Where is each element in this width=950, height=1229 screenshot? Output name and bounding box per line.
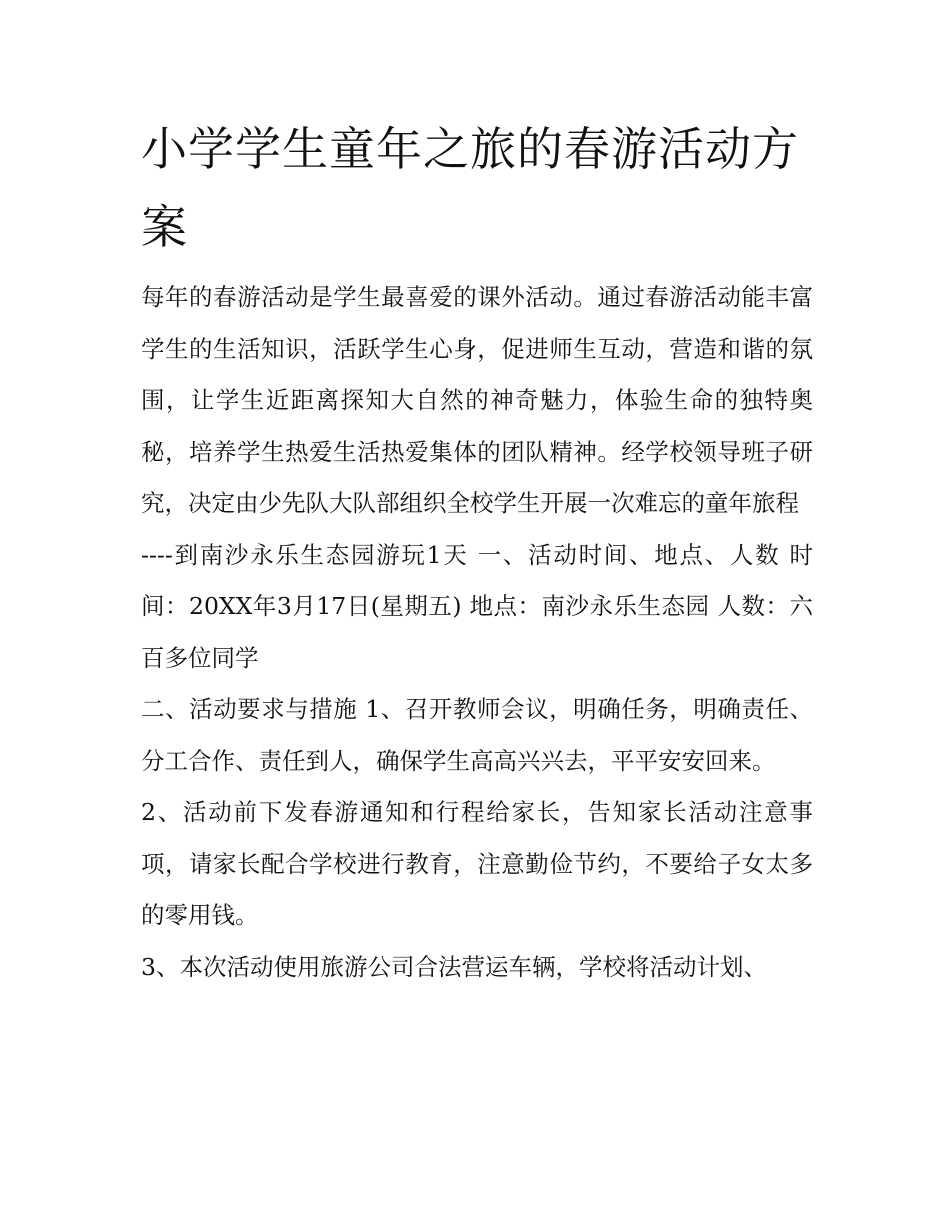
paragraph-intro: 每年的春游活动是学生最喜爱的课外活动。通过春游活动能丰富学生的生活知识，活跃学生心身，促进师生互动，营造和谐的氛围，让学生近距离探知大自然的神奇魅力，体验生命的独特奥秘，培养学生热爱生活热爱集体的团队精神。经学校领导班子研究，决定由少先队大队部组织全校学生开展一次难忘的童年旅程 xyxy=(141,283,813,517)
paragraph-notice: 2、活动前下发春游通知和行程给家长，告知家长活动注意事项，请家长配合学校进行教育，注意勤俭节约，不要给子女太多的零用钱。 xyxy=(141,798,813,929)
paragraph-time-place: ----到南沙永乐生态园游玩1天 一、活动时间、地点、人数 时间：20XX年3月17日(星期五) 地点：南沙永乐生态园 人数：六百多位同学 xyxy=(141,540,813,672)
document-title: 小学学生童年之旅的春游活动方案 xyxy=(141,122,799,254)
document-body xyxy=(141,110,813,993)
paragraph-requirements: 二、活动要求与措施 1、召开教师会议，明确任务，明确责任、分工合作、责任到人，确保学生高高兴兴去，平平安安回来。 xyxy=(141,695,813,775)
paragraph-transport: 3、本次活动使用旅游公司合法营运车辆，学校将活动计划、 xyxy=(141,952,767,981)
